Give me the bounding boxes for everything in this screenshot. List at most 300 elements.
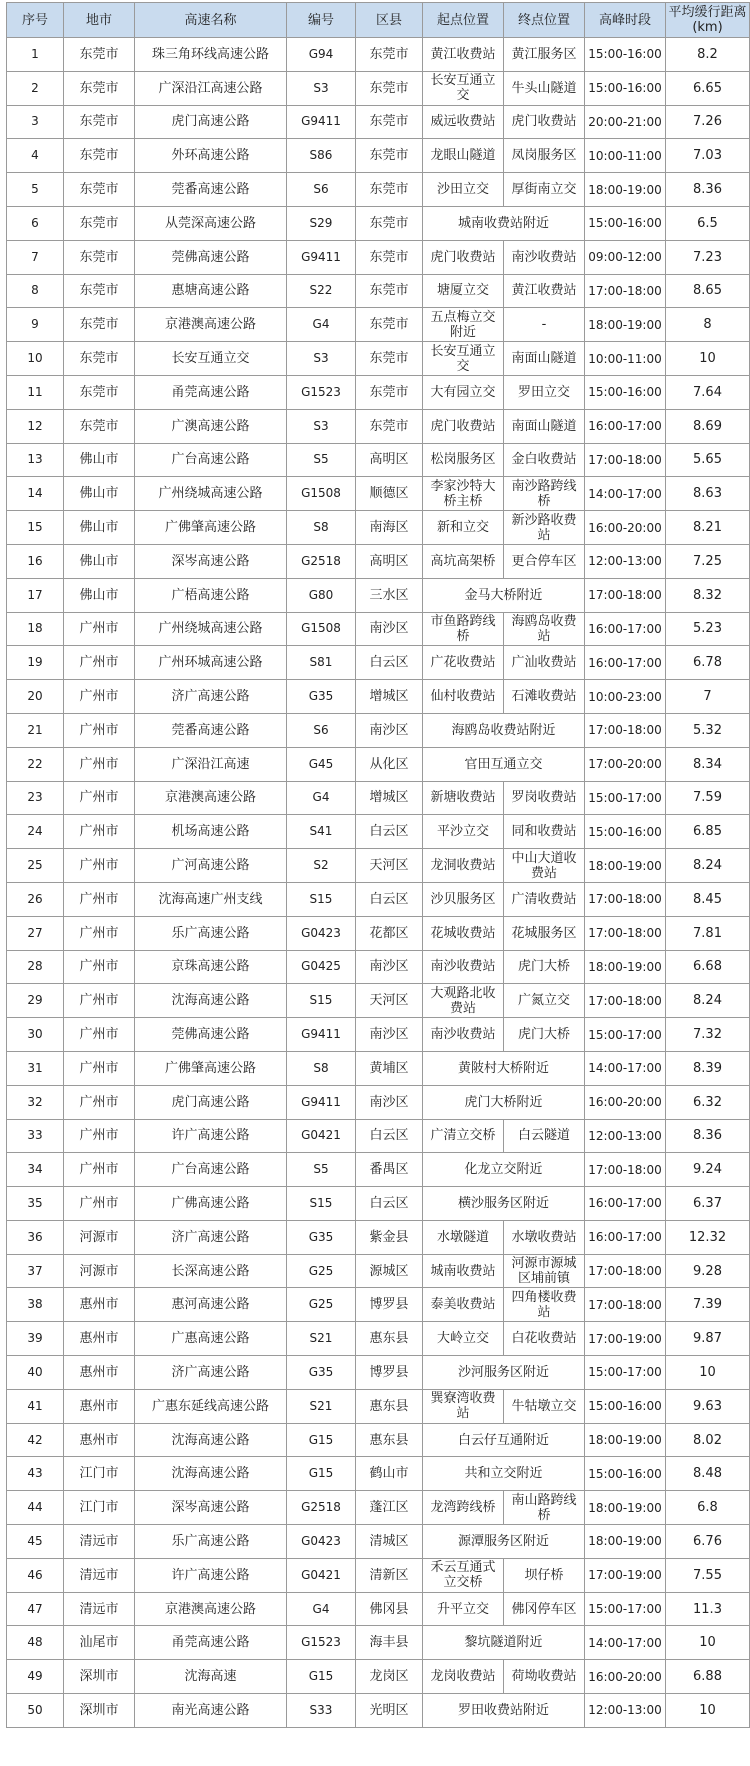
congestion-table <box>6 2 750 1728</box>
cell-start: 城南收费站 <box>423 1254 504 1288</box>
cell-highway: 虎门高速公路 <box>135 105 287 139</box>
cell-dist: 8.34 <box>666 747 750 781</box>
cell-district: 东莞市 <box>356 38 423 72</box>
cell-start: 新和立交 <box>423 511 504 545</box>
cell-seq: 17 <box>7 578 64 612</box>
cell-start: 龙岗收费站 <box>423 1660 504 1694</box>
cell-district: 东莞市 <box>356 139 423 173</box>
cell-end: 黄江收费站 <box>504 274 585 308</box>
cell-dist: 10 <box>666 342 750 376</box>
cell-code: G15 <box>287 1423 356 1457</box>
cell-code: S86 <box>287 139 356 173</box>
cell-highway: 南光高速公路 <box>135 1694 287 1728</box>
cell-district: 白云区 <box>356 1119 423 1153</box>
cell-seq: 19 <box>7 646 64 680</box>
cell-code: S41 <box>287 815 356 849</box>
cell-location: 城南收费站附近 <box>423 206 585 240</box>
cell-code: G35 <box>287 1356 356 1390</box>
cell-code: G45 <box>287 747 356 781</box>
cell-seq: 9 <box>7 308 64 342</box>
cell-code: S8 <box>287 511 356 545</box>
cell-seq: 29 <box>7 984 64 1018</box>
cell-seq: 25 <box>7 849 64 883</box>
cell-peak: 17:00-18:00 <box>585 1153 666 1187</box>
cell-district: 紫金县 <box>356 1220 423 1254</box>
table-row <box>7 1220 750 1254</box>
cell-start: 新塘收费站 <box>423 781 504 815</box>
cell-city: 惠州市 <box>64 1288 135 1322</box>
cell-code: S33 <box>287 1694 356 1728</box>
cell-peak: 14:00-17:00 <box>585 477 666 511</box>
cell-highway: 虎门高速公路 <box>135 1085 287 1119</box>
cell-seq: 15 <box>7 511 64 545</box>
cell-seq: 5 <box>7 173 64 207</box>
cell-end: 广清收费站 <box>504 882 585 916</box>
cell-highway: 广惠东延线高速公路 <box>135 1389 287 1423</box>
cell-district: 东莞市 <box>356 409 423 443</box>
cell-peak: 17:00-19:00 <box>585 1558 666 1592</box>
header-start: 起点位置 <box>423 3 504 38</box>
cell-highway: 深岑高速公路 <box>135 544 287 578</box>
table-row <box>7 882 750 916</box>
cell-seq: 46 <box>7 1558 64 1592</box>
cell-peak: 18:00-19:00 <box>585 308 666 342</box>
cell-highway: 广台高速公路 <box>135 1153 287 1187</box>
cell-dist: 6.68 <box>666 950 750 984</box>
cell-highway: 惠河高速公路 <box>135 1288 287 1322</box>
cell-highway: 济广高速公路 <box>135 1356 287 1390</box>
cell-dist: 6.85 <box>666 815 750 849</box>
cell-city: 广州市 <box>64 1153 135 1187</box>
cell-start: 南沙收费站 <box>423 1018 504 1052</box>
cell-highway: 珠三角环线高速公路 <box>135 38 287 72</box>
cell-start: 南沙收费站 <box>423 950 504 984</box>
cell-end: 新沙路收费站 <box>504 511 585 545</box>
table-row <box>7 747 750 781</box>
cell-start: 市鱼路跨线桥 <box>423 612 504 646</box>
cell-peak: 16:00-17:00 <box>585 409 666 443</box>
cell-dist: 8.36 <box>666 1119 750 1153</box>
cell-peak: 17:00-18:00 <box>585 1254 666 1288</box>
cell-end: 海鸥岛收费站 <box>504 612 585 646</box>
cell-dist: 9.28 <box>666 1254 750 1288</box>
cell-peak: 15:00-16:00 <box>585 1457 666 1491</box>
cell-seq: 44 <box>7 1491 64 1525</box>
cell-seq: 45 <box>7 1525 64 1559</box>
cell-dist: 7.25 <box>666 544 750 578</box>
cell-peak: 12:00-13:00 <box>585 1119 666 1153</box>
cell-end: 虎门大桥 <box>504 950 585 984</box>
cell-code: G0425 <box>287 950 356 984</box>
cell-end: 牛牯墩立交 <box>504 1389 585 1423</box>
cell-district: 光明区 <box>356 1694 423 1728</box>
table-row <box>7 1423 750 1457</box>
cell-district: 增城区 <box>356 781 423 815</box>
table-row <box>7 173 750 207</box>
table-row <box>7 1592 750 1626</box>
table-row <box>7 984 750 1018</box>
table-row <box>7 1153 750 1187</box>
cell-seq: 41 <box>7 1389 64 1423</box>
cell-district: 清城区 <box>356 1525 423 1559</box>
cell-city: 江门市 <box>64 1457 135 1491</box>
cell-city: 广州市 <box>64 950 135 984</box>
cell-city: 汕尾市 <box>64 1626 135 1660</box>
cell-start: 广清立交桥 <box>423 1119 504 1153</box>
cell-dist: 5.23 <box>666 612 750 646</box>
cell-start: 水墩隧道 <box>423 1220 504 1254</box>
cell-location: 官田互通立交 <box>423 747 585 781</box>
cell-dist: 8.32 <box>666 578 750 612</box>
cell-start: 龙湾跨线桥 <box>423 1491 504 1525</box>
cell-code: G1523 <box>287 1626 356 1660</box>
cell-code: G9411 <box>287 105 356 139</box>
cell-seq: 26 <box>7 882 64 916</box>
table-row <box>7 950 750 984</box>
cell-dist: 8.39 <box>666 1051 750 1085</box>
cell-seq: 28 <box>7 950 64 984</box>
cell-district: 东莞市 <box>356 375 423 409</box>
cell-seq: 49 <box>7 1660 64 1694</box>
table-row <box>7 1525 750 1559</box>
cell-code: S5 <box>287 443 356 477</box>
table-row <box>7 1356 750 1390</box>
cell-highway: 莞番高速公路 <box>135 173 287 207</box>
cell-dist: 6.37 <box>666 1187 750 1221</box>
table-row <box>7 544 750 578</box>
cell-seq: 43 <box>7 1457 64 1491</box>
cell-city: 广州市 <box>64 713 135 747</box>
cell-location: 黄陂村大桥附近 <box>423 1051 585 1085</box>
cell-code: S15 <box>287 984 356 1018</box>
cell-seq: 36 <box>7 1220 64 1254</box>
cell-highway: 广梧高速公路 <box>135 578 287 612</box>
cell-start: 大岭立交 <box>423 1322 504 1356</box>
cell-peak: 18:00-19:00 <box>585 849 666 883</box>
cell-end: 坝仔桥 <box>504 1558 585 1592</box>
cell-code: G80 <box>287 578 356 612</box>
cell-location: 沙河服务区附近 <box>423 1356 585 1390</box>
cell-end: 花城服务区 <box>504 916 585 950</box>
cell-peak: 15:00-16:00 <box>585 206 666 240</box>
cell-code: S3 <box>287 409 356 443</box>
cell-dist: 12.32 <box>666 1220 750 1254</box>
cell-highway: 广州环城高速公路 <box>135 646 287 680</box>
cell-end: 金白收费站 <box>504 443 585 477</box>
cell-highway: 长安互通立交 <box>135 342 287 376</box>
cell-district: 清新区 <box>356 1558 423 1592</box>
cell-end: 黄江服务区 <box>504 38 585 72</box>
cell-district: 顺德区 <box>356 477 423 511</box>
cell-seq: 48 <box>7 1626 64 1660</box>
cell-highway: 甬莞高速公路 <box>135 375 287 409</box>
header-code: 编号 <box>287 3 356 38</box>
cell-peak: 17:00-18:00 <box>585 882 666 916</box>
cell-start: 泰美收费站 <box>423 1288 504 1322</box>
cell-dist: 8.48 <box>666 1457 750 1491</box>
cell-peak: 15:00-16:00 <box>585 38 666 72</box>
cell-highway: 广河高速公路 <box>135 849 287 883</box>
cell-city: 广州市 <box>64 1085 135 1119</box>
cell-peak: 15:00-16:00 <box>585 71 666 105</box>
cell-seq: 33 <box>7 1119 64 1153</box>
cell-code: S3 <box>287 342 356 376</box>
table-row <box>7 1558 750 1592</box>
cell-city: 清远市 <box>64 1592 135 1626</box>
cell-city: 广州市 <box>64 1187 135 1221</box>
cell-peak: 17:00-18:00 <box>585 274 666 308</box>
cell-district: 从化区 <box>356 747 423 781</box>
cell-code: G2518 <box>287 544 356 578</box>
cell-dist: 10 <box>666 1694 750 1728</box>
cell-dist: 8.63 <box>666 477 750 511</box>
cell-start: 龙眼山隧道 <box>423 139 504 173</box>
cell-city: 东莞市 <box>64 274 135 308</box>
cell-seq: 40 <box>7 1356 64 1390</box>
cell-seq: 35 <box>7 1187 64 1221</box>
cell-district: 东莞市 <box>356 274 423 308</box>
cell-district: 南沙区 <box>356 1085 423 1119</box>
cell-highway: 广澳高速公路 <box>135 409 287 443</box>
cell-location: 黎坑隧道附近 <box>423 1626 585 1660</box>
cell-dist: 6.8 <box>666 1491 750 1525</box>
cell-code: G0421 <box>287 1119 356 1153</box>
cell-district: 东莞市 <box>356 240 423 274</box>
cell-peak: 15:00-16:00 <box>585 375 666 409</box>
cell-city: 深圳市 <box>64 1694 135 1728</box>
cell-highway: 广台高速公路 <box>135 443 287 477</box>
cell-start: 禾云互通式立交桥 <box>423 1558 504 1592</box>
cell-district: 东莞市 <box>356 71 423 105</box>
cell-code: G25 <box>287 1254 356 1288</box>
cell-code: G0423 <box>287 1525 356 1559</box>
cell-highway: 广佛肇高速公路 <box>135 1051 287 1085</box>
cell-location: 化龙立交附近 <box>423 1153 585 1187</box>
cell-seq: 27 <box>7 916 64 950</box>
cell-seq: 1 <box>7 38 64 72</box>
cell-dist: 8.65 <box>666 274 750 308</box>
cell-district: 南沙区 <box>356 1018 423 1052</box>
cell-peak: 18:00-19:00 <box>585 950 666 984</box>
cell-seq: 38 <box>7 1288 64 1322</box>
cell-end: 凤岗服务区 <box>504 139 585 173</box>
cell-code: S2 <box>287 849 356 883</box>
cell-end: 南山路跨线桥 <box>504 1491 585 1525</box>
cell-city: 东莞市 <box>64 342 135 376</box>
header-peak: 高峰时段 <box>585 3 666 38</box>
cell-code: S21 <box>287 1322 356 1356</box>
table-row <box>7 1322 750 1356</box>
cell-dist: 11.3 <box>666 1592 750 1626</box>
cell-city: 东莞市 <box>64 375 135 409</box>
header-district: 区县 <box>356 3 423 38</box>
cell-end: 牛头山隧道 <box>504 71 585 105</box>
table-row <box>7 240 750 274</box>
cell-seq: 3 <box>7 105 64 139</box>
cell-code: S21 <box>287 1389 356 1423</box>
table-row <box>7 1694 750 1728</box>
cell-code: G9411 <box>287 1085 356 1119</box>
cell-highway: 广深沿江高速 <box>135 747 287 781</box>
table-row <box>7 375 750 409</box>
cell-code: S22 <box>287 274 356 308</box>
cell-start: 威远收费站 <box>423 105 504 139</box>
cell-location: 源潭服务区附近 <box>423 1525 585 1559</box>
cell-city: 惠州市 <box>64 1322 135 1356</box>
cell-highway: 莞番高速公路 <box>135 713 287 747</box>
cell-code: G15 <box>287 1457 356 1491</box>
cell-city: 广州市 <box>64 916 135 950</box>
cell-code: G1523 <box>287 375 356 409</box>
cell-district: 南沙区 <box>356 612 423 646</box>
cell-start: 升平立交 <box>423 1592 504 1626</box>
cell-highway: 京港澳高速公路 <box>135 308 287 342</box>
cell-peak: 18:00-19:00 <box>585 1423 666 1457</box>
cell-highway: 乐广高速公路 <box>135 916 287 950</box>
cell-peak: 17:00-18:00 <box>585 578 666 612</box>
cell-code: G2518 <box>287 1491 356 1525</box>
cell-peak: 20:00-21:00 <box>585 105 666 139</box>
table-row <box>7 1626 750 1660</box>
cell-start: 松岗服务区 <box>423 443 504 477</box>
cell-district: 天河区 <box>356 849 423 883</box>
cell-city: 广州市 <box>64 1018 135 1052</box>
cell-seq: 7 <box>7 240 64 274</box>
cell-highway: 京珠高速公路 <box>135 950 287 984</box>
cell-peak: 09:00-12:00 <box>585 240 666 274</box>
cell-district: 白云区 <box>356 815 423 849</box>
cell-start: 黄江收费站 <box>423 38 504 72</box>
cell-dist: 10 <box>666 1626 750 1660</box>
cell-dist: 8.45 <box>666 882 750 916</box>
cell-district: 鹤山市 <box>356 1457 423 1491</box>
cell-peak: 17:00-19:00 <box>585 1322 666 1356</box>
cell-seq: 21 <box>7 713 64 747</box>
cell-city: 广州市 <box>64 815 135 849</box>
cell-seq: 2 <box>7 71 64 105</box>
cell-peak: 15:00-16:00 <box>585 815 666 849</box>
cell-code: G9411 <box>287 1018 356 1052</box>
cell-district: 东莞市 <box>356 206 423 240</box>
cell-highway: 沈海高速广州支线 <box>135 882 287 916</box>
cell-district: 南沙区 <box>356 950 423 984</box>
cell-end: 白云隧道 <box>504 1119 585 1153</box>
cell-peak: 16:00-20:00 <box>585 511 666 545</box>
cell-seq: 4 <box>7 139 64 173</box>
cell-city: 清远市 <box>64 1525 135 1559</box>
cell-peak: 16:00-17:00 <box>585 612 666 646</box>
table-row <box>7 680 750 714</box>
cell-peak: 15:00-17:00 <box>585 1356 666 1390</box>
table-row <box>7 38 750 72</box>
cell-end: 广氮立交 <box>504 984 585 1018</box>
cell-dist: 7.64 <box>666 375 750 409</box>
cell-dist: 7.26 <box>666 105 750 139</box>
cell-code: G9411 <box>287 240 356 274</box>
cell-seq: 31 <box>7 1051 64 1085</box>
cell-highway: 济广高速公路 <box>135 680 287 714</box>
cell-highway: 许广高速公路 <box>135 1119 287 1153</box>
table-row <box>7 815 750 849</box>
cell-peak: 14:00-17:00 <box>585 1626 666 1660</box>
cell-highway: 乐广高速公路 <box>135 1525 287 1559</box>
cell-highway: 从莞深高速公路 <box>135 206 287 240</box>
cell-end: 石滩收费站 <box>504 680 585 714</box>
table-row <box>7 849 750 883</box>
cell-end: 广汕收费站 <box>504 646 585 680</box>
cell-district: 天河区 <box>356 984 423 1018</box>
cell-start: 花城收费站 <box>423 916 504 950</box>
cell-highway: 深岑高速公路 <box>135 1491 287 1525</box>
cell-code: G4 <box>287 781 356 815</box>
cell-end: 南沙路跨线桥 <box>504 477 585 511</box>
cell-end: 四角楼收费站 <box>504 1288 585 1322</box>
cell-end: - <box>504 308 585 342</box>
cell-start: 巽寮湾收费站 <box>423 1389 504 1423</box>
cell-district: 南海区 <box>356 511 423 545</box>
cell-highway: 广佛高速公路 <box>135 1187 287 1221</box>
cell-code: G0423 <box>287 916 356 950</box>
cell-district: 惠东县 <box>356 1423 423 1457</box>
cell-highway: 长深高速公路 <box>135 1254 287 1288</box>
cell-city: 广州市 <box>64 612 135 646</box>
cell-dist: 8 <box>666 308 750 342</box>
cell-dist: 7.81 <box>666 916 750 950</box>
cell-city: 江门市 <box>64 1491 135 1525</box>
table-row <box>7 646 750 680</box>
cell-highway: 惠塘高速公路 <box>135 274 287 308</box>
header-end: 终点位置 <box>504 3 585 38</box>
cell-end: 荷坳收费站 <box>504 1660 585 1694</box>
table-row <box>7 409 750 443</box>
cell-location: 海鸥岛收费站附近 <box>423 713 585 747</box>
cell-code: G35 <box>287 1220 356 1254</box>
cell-dist: 9.24 <box>666 1153 750 1187</box>
cell-location: 共和立交附近 <box>423 1457 585 1491</box>
cell-peak: 12:00-13:00 <box>585 1694 666 1728</box>
cell-end: 南面山隧道 <box>504 409 585 443</box>
cell-city: 东莞市 <box>64 71 135 105</box>
cell-dist: 8.24 <box>666 984 750 1018</box>
table-row <box>7 1288 750 1322</box>
cell-peak: 18:00-19:00 <box>585 1491 666 1525</box>
cell-highway: 沈海高速公路 <box>135 984 287 1018</box>
cell-code: G4 <box>287 308 356 342</box>
cell-city: 东莞市 <box>64 206 135 240</box>
cell-city: 广州市 <box>64 1051 135 1085</box>
cell-end: 同和收费站 <box>504 815 585 849</box>
cell-district: 白云区 <box>356 882 423 916</box>
cell-code: S6 <box>287 713 356 747</box>
table-row <box>7 443 750 477</box>
cell-highway: 广州绕城高速公路 <box>135 477 287 511</box>
table-row <box>7 1018 750 1052</box>
cell-start: 大有园立交 <box>423 375 504 409</box>
cell-start: 李家沙特大桥主桥 <box>423 477 504 511</box>
cell-dist: 8.24 <box>666 849 750 883</box>
table-row <box>7 1491 750 1525</box>
cell-start: 平沙立交 <box>423 815 504 849</box>
cell-city: 惠州市 <box>64 1423 135 1457</box>
cell-dist: 8.02 <box>666 1423 750 1457</box>
table-row <box>7 511 750 545</box>
cell-seq: 16 <box>7 544 64 578</box>
cell-dist: 7.39 <box>666 1288 750 1322</box>
cell-district: 白云区 <box>356 646 423 680</box>
cell-start: 长安互通立交 <box>423 71 504 105</box>
cell-peak: 17:00-20:00 <box>585 747 666 781</box>
cell-highway: 莞佛高速公路 <box>135 1018 287 1052</box>
